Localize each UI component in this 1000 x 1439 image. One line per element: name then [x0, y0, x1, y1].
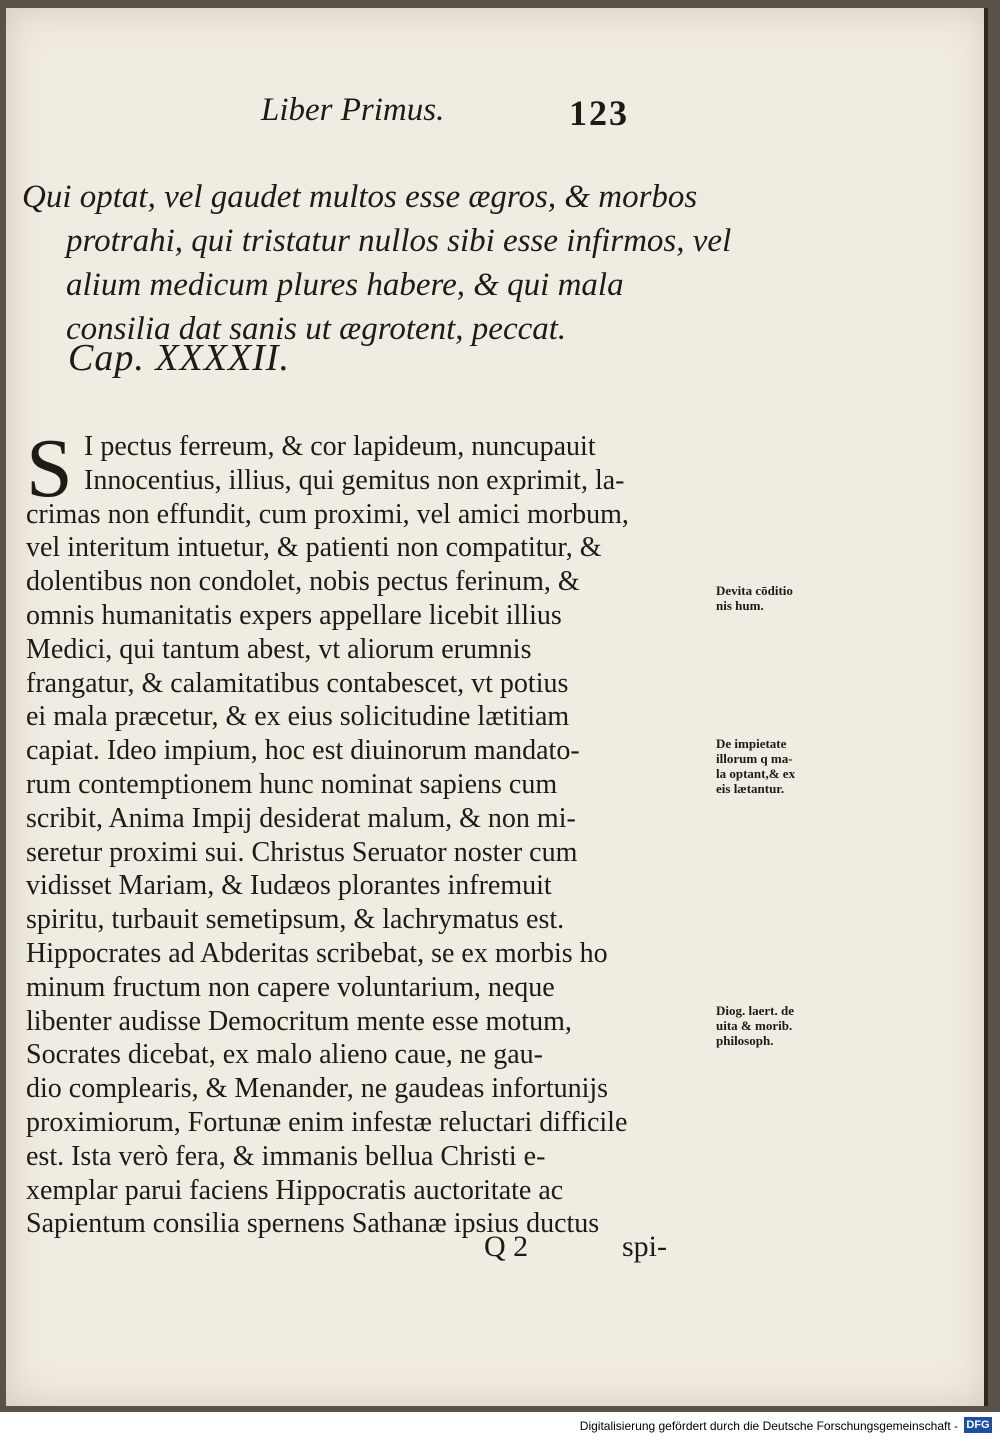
body-line: Innocentius, illius, qui gemitus non exprimit, la- — [84, 464, 625, 496]
chapter-number: Cap. XXXXII. — [68, 337, 291, 379]
body-line: xemplar parui faciens Hippocratis auctoritate ac — [26, 1174, 564, 1206]
body-line: omnis humanitatis expers appellare licebit illius — [26, 599, 562, 631]
body-line: vidisset Mariam, & Iudæos plorantes infremuit — [26, 870, 552, 902]
marginal-note-line: Devita cōditio — [716, 583, 793, 598]
body-line: rum contemptionem hunc nominat sapiens cum — [26, 768, 558, 800]
body-line: vel interitum intuetur, & patienti non compatitur, & — [26, 532, 602, 564]
marginal-note-line: De impietate — [716, 736, 787, 751]
marginal-note — [716, 1003, 836, 1048]
body-line: I pectus ferreum, & cor lapideum, nuncupauit — [84, 431, 596, 462]
chapter-title-line: consilia dat sanis ut ægrotent, peccat. — [66, 311, 567, 347]
marginal-note-line: uita & morib. — [716, 1018, 793, 1033]
marginal-note-line: philosoph. — [716, 1033, 774, 1048]
dfg-logo-icon: DFG — [964, 1417, 992, 1433]
chapter-title-line: Qui optat, vel gaudet multos esse ægros, & morbos — [22, 179, 698, 215]
body-line: est. Ista verò fera, & immanis bellua Christi e- — [26, 1140, 546, 1172]
body-line: Sapientum consilia spernens Sathanæ ipsius ductus — [26, 1208, 600, 1240]
marginal-note-line: Diog. laert. de — [716, 1003, 794, 1018]
drop-cap: S — [26, 422, 73, 515]
body-line: dolentibus non condolet, nobis pectus ferinum, & — [26, 566, 580, 598]
page-edge — [984, 8, 988, 1406]
body-line: seretur proximi sui. Christus Seruator noster cum — [26, 836, 578, 868]
chapter-title-line: protrahi, qui tristatur nullos sibi esse infirmos, vel — [66, 223, 732, 259]
page-header — [261, 86, 661, 136]
body-line: crimas non effundit, cum proximi, vel amici morbum, — [26, 498, 629, 530]
body-line: libenter audisse Democritum mente esse motum, — [26, 1005, 572, 1037]
running-head: Liber Primus. — [261, 92, 445, 128]
body-line: dio complearis, & Menander, ne gaudeas infortunijs — [26, 1073, 609, 1105]
catchword: spi- — [622, 1230, 667, 1263]
body-line: frangatur, & calamitatibus contabescet, vt potius — [26, 667, 569, 699]
marginal-note-line: illorum q ma- — [716, 751, 793, 766]
body-line: scribit, Anima Impij desiderat malum, & non mi- — [26, 802, 576, 834]
footer-credit: Digitalisierung gefördert durch die Deutsche Forschungsgemeinschaft - — [579, 1419, 958, 1433]
body-line: ei mala præcetur, & ex eius solicitudine lætitiam — [26, 701, 570, 733]
page-number: 123 — [569, 93, 629, 133]
body-text — [26, 422, 706, 1241]
body-line: Hippocrates ad Abderitas scribebat, se ex morbis ho — [26, 937, 608, 969]
marginal-note-line: nis hum. — [716, 598, 764, 613]
body-line: spiritu, turbauit semetipsum, & lachrymatus est. — [26, 904, 565, 936]
marginal-note — [716, 583, 836, 613]
marginal-note-line: eis lætantur. — [716, 781, 785, 796]
marginal-note-line: la optant,& ex — [716, 766, 796, 781]
marginal-note — [716, 736, 836, 796]
body-line: proximiorum, Fortunæ enim infestæ reluctari difficile — [26, 1106, 628, 1138]
signature-mark: Q 2 — [484, 1230, 529, 1263]
body-line: minum fructum non capere voluntarium, neque — [26, 971, 555, 1003]
body-line: Socrates dicebat, ex malo alieno caue, ne gau- — [26, 1039, 543, 1071]
footer-bar — [0, 1412, 1000, 1439]
book-page — [6, 8, 988, 1406]
chapter-title-line: alium medicum plures habere, & qui mala — [66, 267, 624, 303]
chapter-title — [22, 175, 732, 351]
body-line: capiat. Ideo impium, hoc est diuinorum mandato- — [26, 735, 580, 767]
body-line: Medici, qui tantum abest, vt aliorum erumnis — [26, 633, 532, 665]
